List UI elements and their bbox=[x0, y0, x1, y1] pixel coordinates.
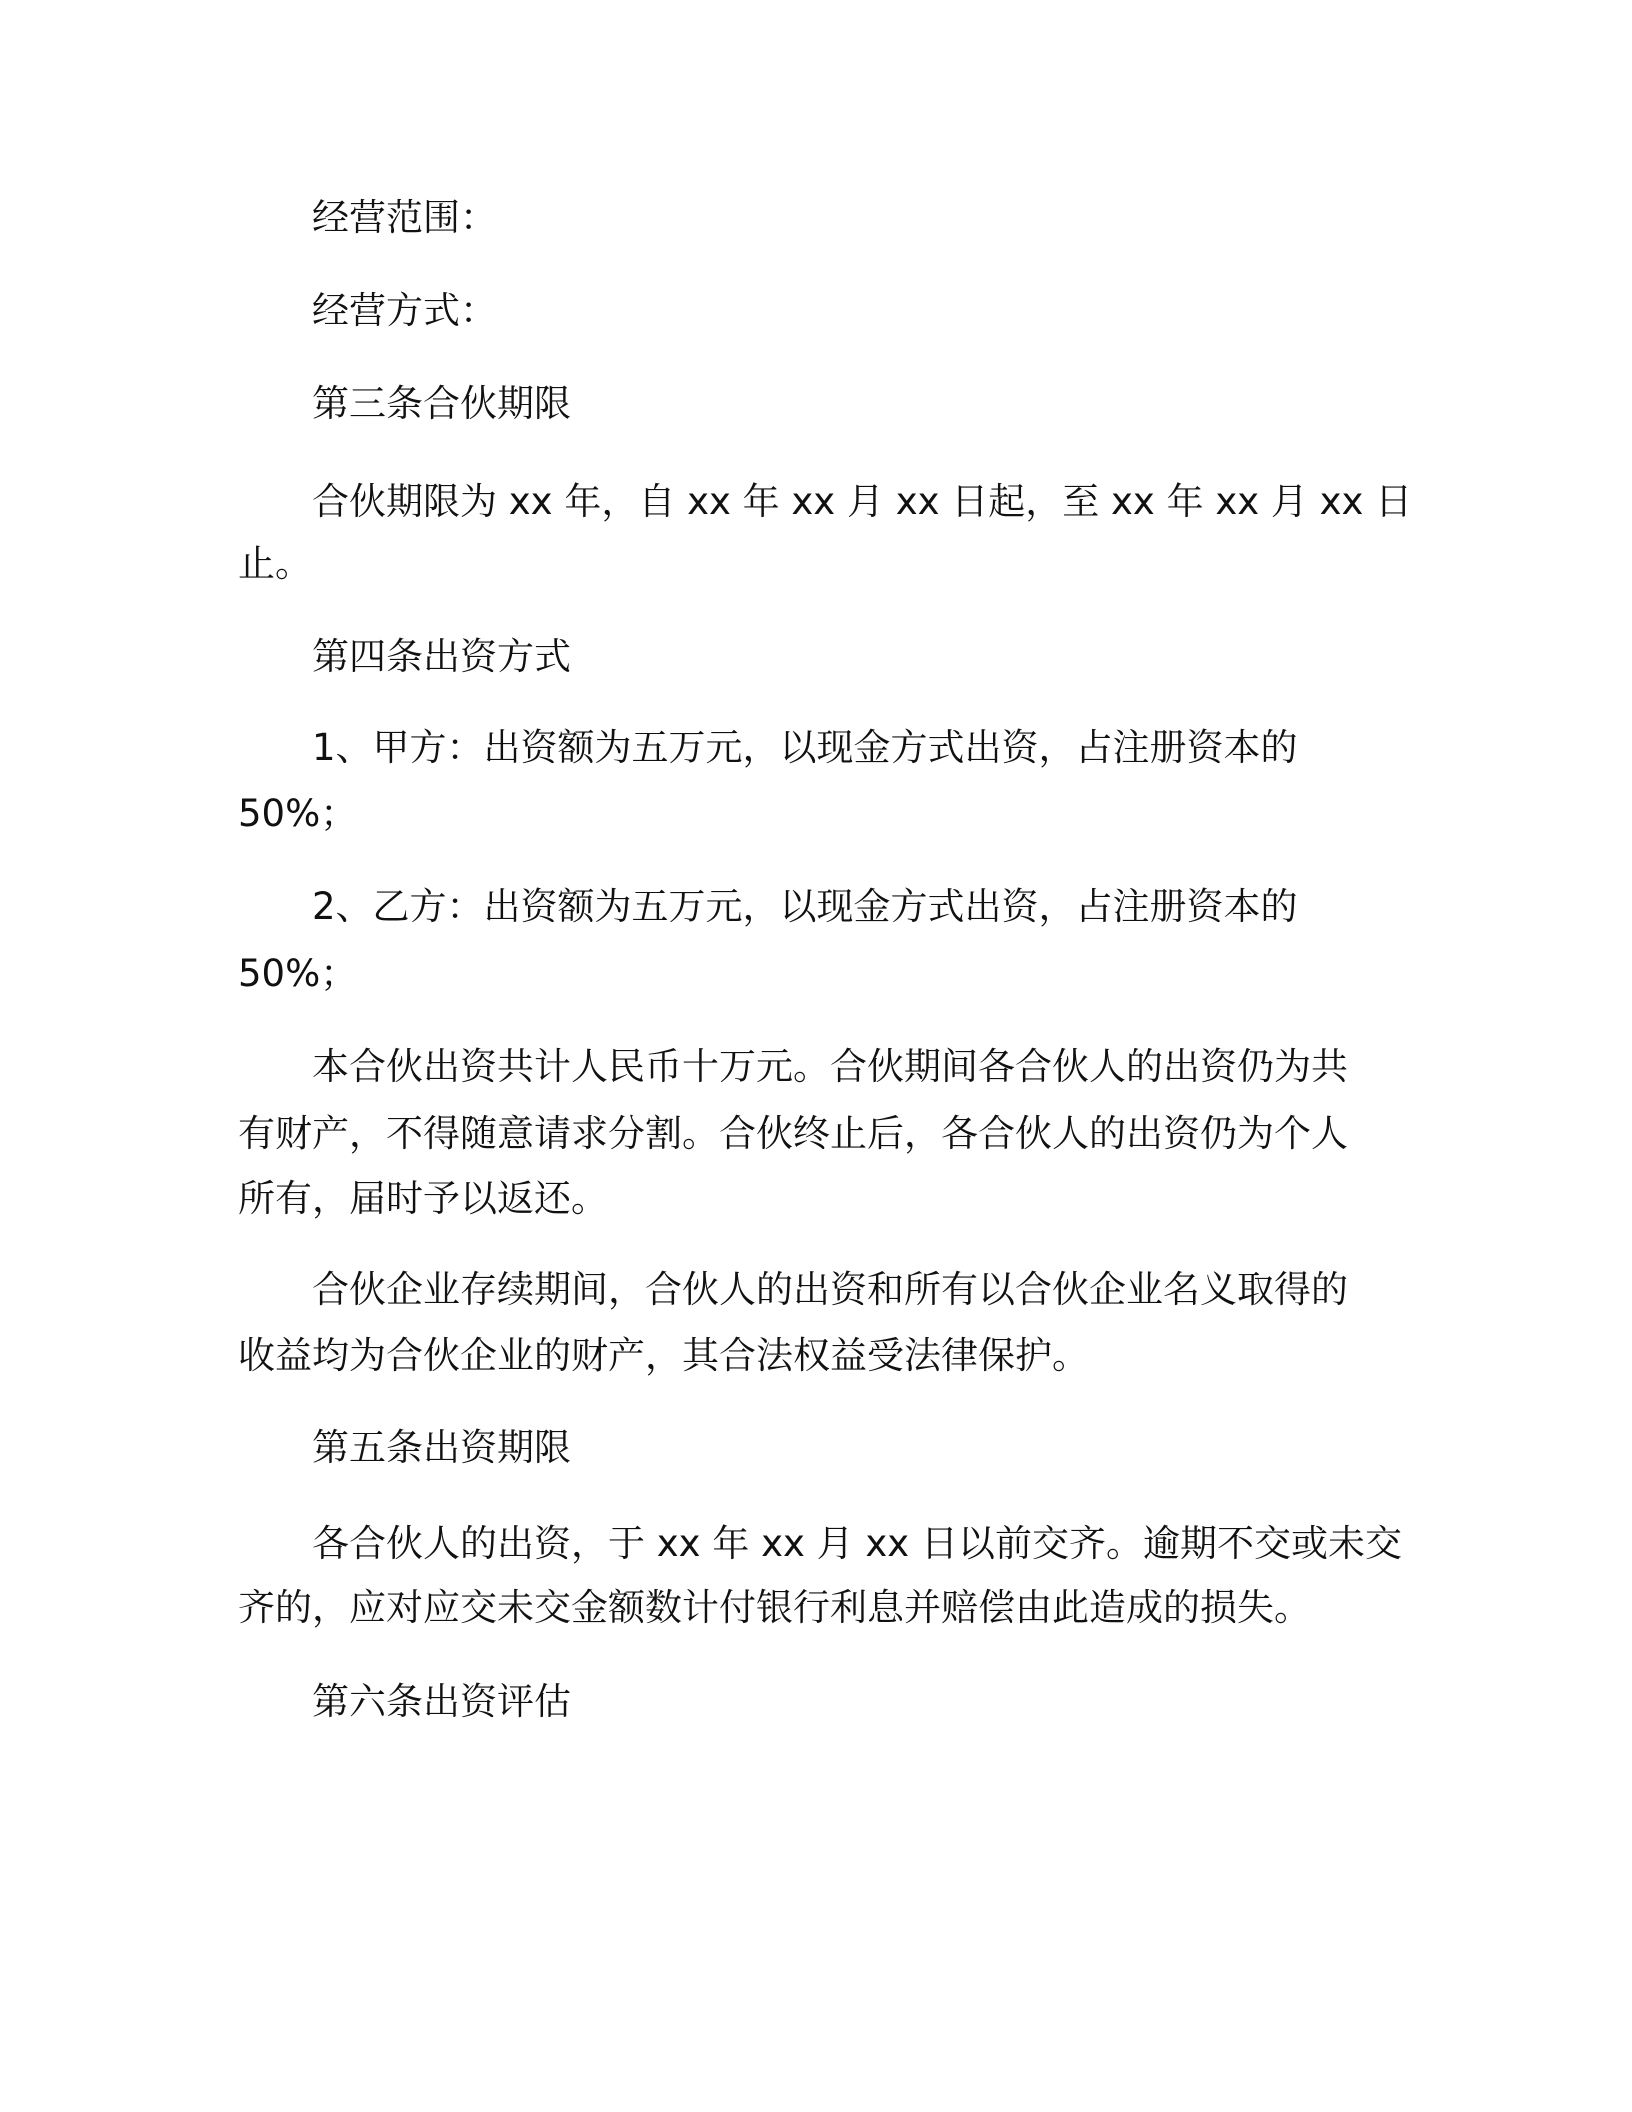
article-5-heading: 第五条出资期限 bbox=[312, 1426, 571, 1469]
paragraph-line: 合伙企业存续期间，合伙人的出资和所有以合伙企业名义取得的 bbox=[312, 1268, 1348, 1311]
article-4-item-2-line: 50%； bbox=[238, 952, 358, 995]
paragraph-line: 收益均为合伙企业的财产，其合法权益受法律保护。 bbox=[238, 1334, 1089, 1377]
article-6-heading: 第六条出资评估 bbox=[312, 1680, 571, 1723]
article-4-item-1-line: 1、甲方：出资额为五万元，以现金方式出资，占注册资本的 bbox=[312, 726, 1298, 769]
business-mode-label: 经营方式： bbox=[312, 289, 497, 332]
article-4-item-1-line: 50%； bbox=[238, 792, 358, 835]
paragraph-line: 有财产，不得随意请求分割。合伙终止后，各合伙人的出资仍为个人 bbox=[238, 1112, 1348, 1155]
article-3-heading: 第三条合伙期限 bbox=[312, 382, 571, 425]
article-4-item-2-line: 2、乙方：出资额为五万元，以现金方式出资，占注册资本的 bbox=[312, 885, 1298, 928]
article-5-text-line: 齐的，应对应交未交金额数计付银行利息并赔偿由此造成的损失。 bbox=[238, 1586, 1311, 1629]
business-scope-label: 经营范围： bbox=[312, 196, 497, 239]
article-3-text-line: 止。 bbox=[238, 542, 312, 585]
article-5-text-line: 各合伙人的出资，于 xx 年 xx 月 xx 日以前交齐。逾期不交或未交 bbox=[312, 1522, 1402, 1565]
paragraph-line: 本合伙出资共计人民币十万元。合伙期间各合伙人的出资仍为共 bbox=[312, 1045, 1348, 1088]
paragraph-line: 所有，届时予以返还。 bbox=[238, 1177, 608, 1220]
article-3-text-line: 合伙期限为 xx 年，自 xx 年 xx 月 xx 日起，至 xx 年 xx 月 xx 日 bbox=[312, 480, 1413, 523]
article-4-heading: 第四条出资方式 bbox=[312, 635, 571, 678]
